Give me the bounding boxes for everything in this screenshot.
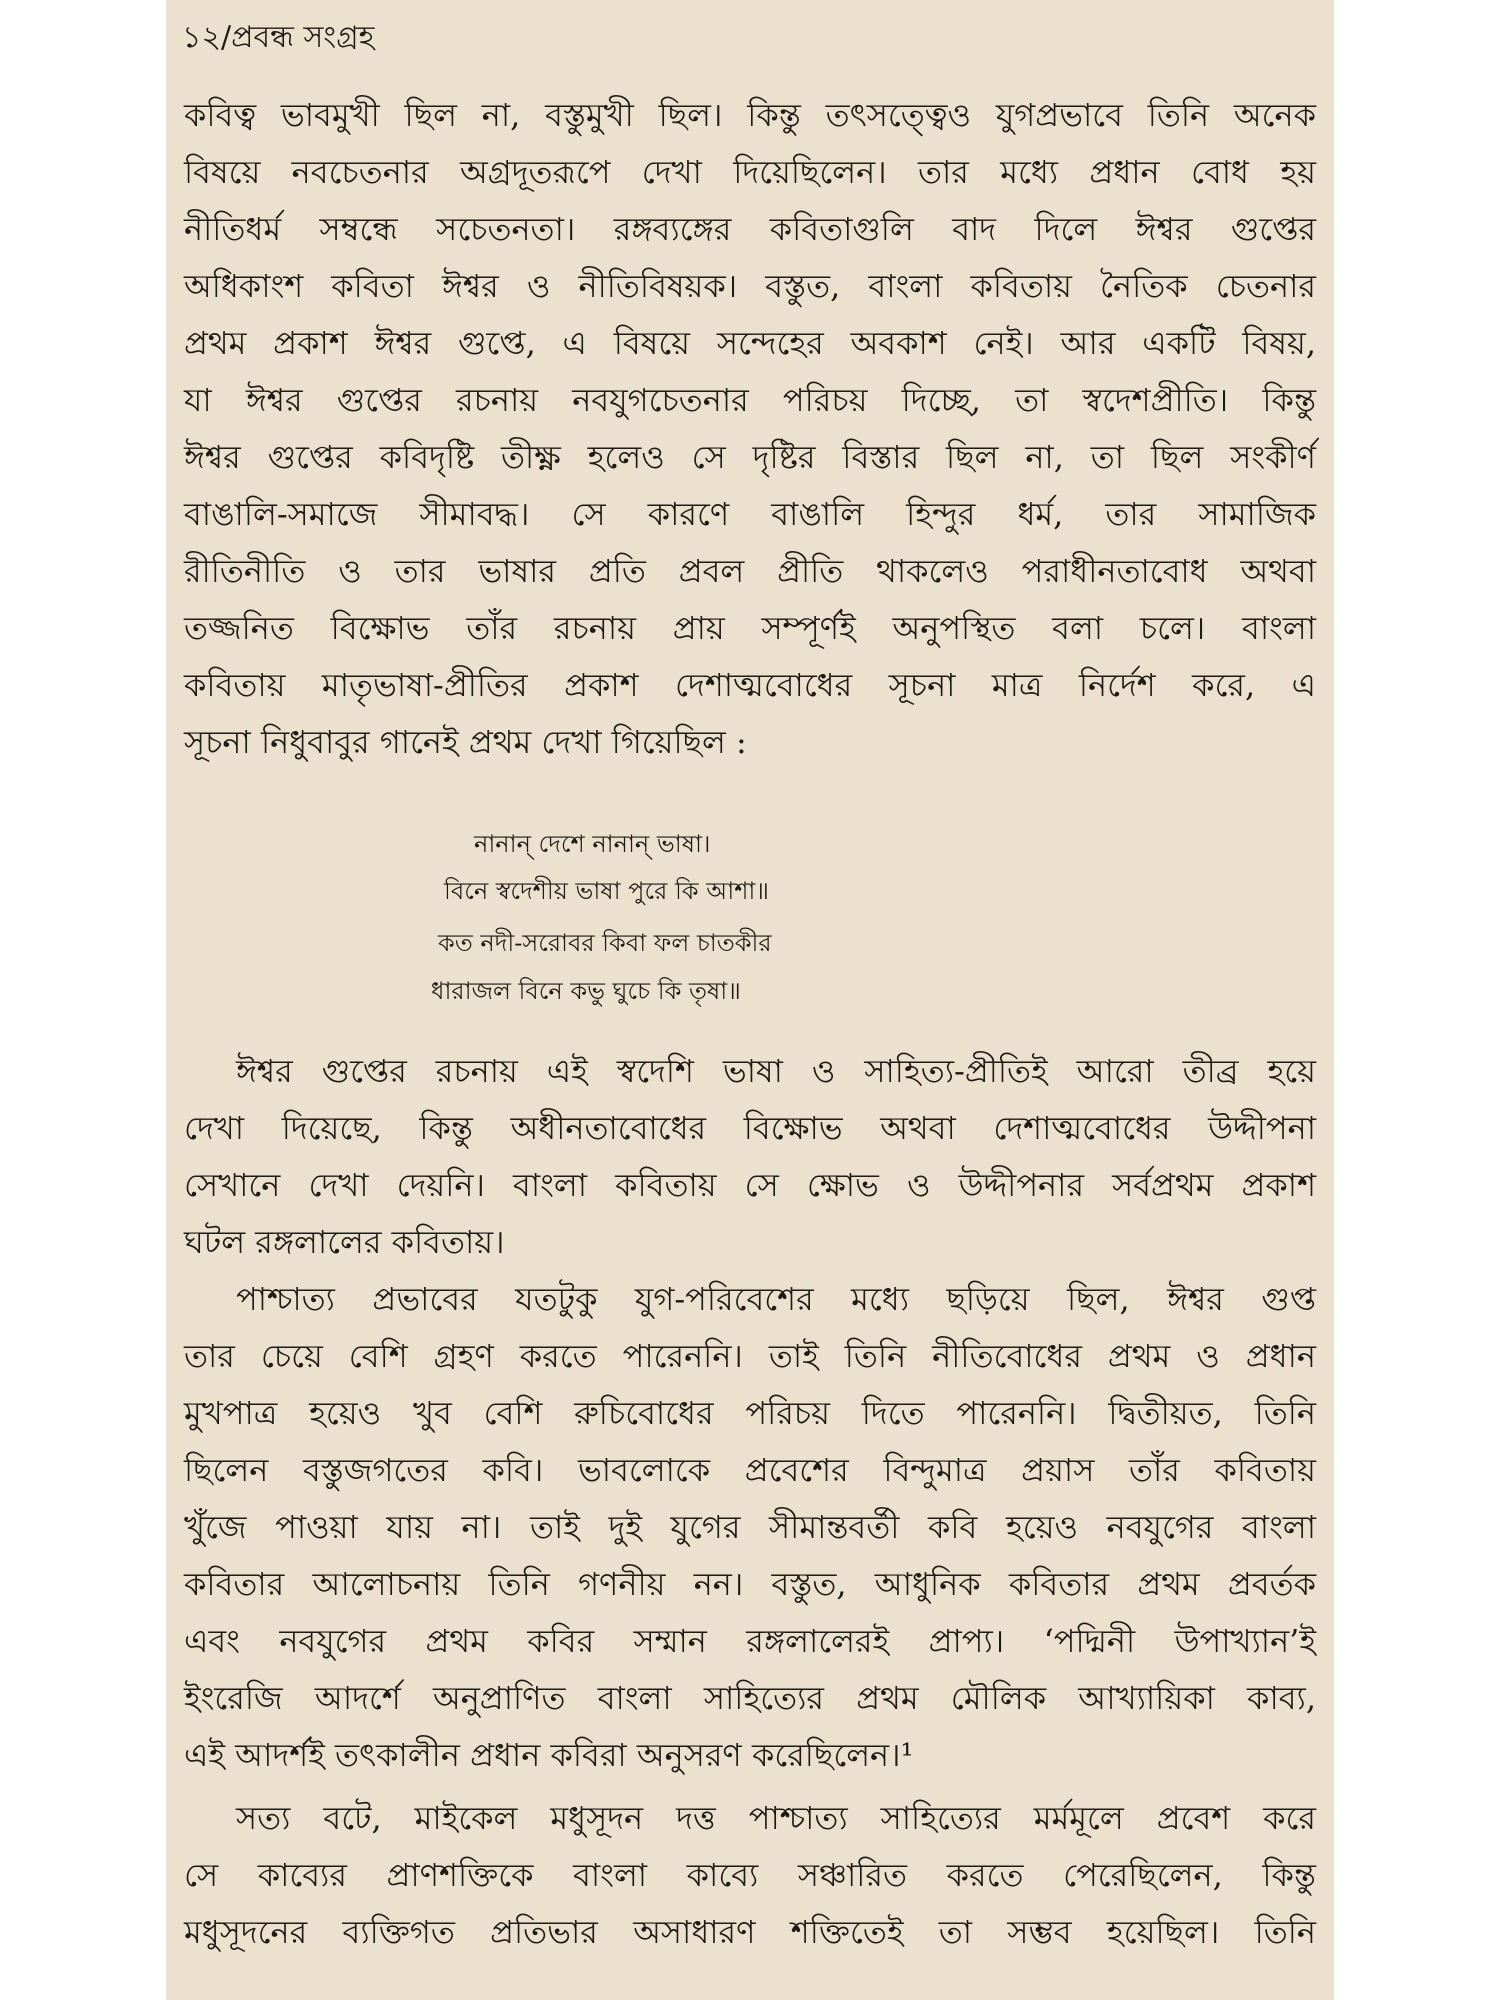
body-line: ছিলেন বস্তুজগতের কবি। ভাবলোকে প্রবেশের বিন্দুমাত্র প্রয়াস তাঁর কবিতায় — [184, 1451, 1316, 1489]
body-line: ইংরেজি আদর্শে অনুপ্রাণিত বাংলা সাহিত্যের প্রথম মৌলিক আখ্যায়িকা কাব্য, — [184, 1679, 1316, 1717]
body-line: দেখা দিয়েছে, কিন্তু অধীনতাবোধের বিক্ষোভ অথবা দেশাত্মবোধের উদ্দীপনা — [184, 1109, 1316, 1147]
body-line: বিষয়ে নবচেতনার অগ্রদূতরূপে দেখা দিয়েছিলেন। তার মধ্যে প্রধান বোধ হয় — [184, 153, 1316, 191]
body-line: ঈশ্বর গুপ্তের রচনায় এই স্বদেশি ভাষা ও সাহিত্য-প্রীতিই আরো তীব্র হয়ে — [236, 1052, 1316, 1090]
body-line: মধুসূদনের ব্যক্তিগত প্রতিভার অসাধারণ শক্তিতেই তা সম্ভব হয়েছিল। তিনি — [184, 1913, 1316, 1951]
verse-line: বিনে স্বদেশীয় ভাষা পুরে কি আশা॥ — [444, 877, 769, 905]
body-line: সূচনা নিধুবাবুর গানেই প্রথম দেখা গিয়েছিল : — [184, 723, 747, 761]
verse-line: নানান্ দেশে নানান্ ভাষা। — [474, 830, 711, 858]
body-line: খুঁজে পাওয়া যায় না। তাই দুই যুগের সীমান্তবর্তী কবি হয়েও নবযুগের বাংলা — [184, 1508, 1316, 1546]
body-line: তজ্জনিত বিক্ষোভ তাঁর রচনায় প্রায় সম্পূর্ণই অনুপস্থিত বলা চলে। বাংলা — [184, 609, 1316, 647]
verse-line: কত নদী-সরোবর কিবা ফল চাতকীর — [438, 929, 772, 957]
body-line: মুখপাত্র হয়েও খুব বেশি রুচিবোধের পরিচয় দিতে পারেননি। দ্বিতীয়ত, তিনি — [184, 1394, 1316, 1432]
body-line: অধিকাংশ কবিতা ঈশ্বর ও নীতিবিষয়ক। বস্তুত, বাংলা কবিতায় নৈতিক চেতনার — [184, 267, 1316, 305]
body-line: সে কাব্যের প্রাণশক্তিকে বাংলা কাব্যে সঞ্চারিত করতে পেরেছিলেন, কিন্তু — [184, 1856, 1316, 1894]
body-line: সত্য বটে, মাইকেল মধুসূদন দত্ত পাশ্চাত্য সাহিত্যের মর্মমূলে প্রবেশ করে — [236, 1799, 1316, 1837]
body-line: কবিতার আলোচনায় তিনি গণনীয় নন। বস্তুত, আধুনিক কবিতার প্রথম প্রবর্তক — [184, 1565, 1316, 1603]
body-line: পাশ্চাত্য প্রভাবের যতটুকু যুগ-পরিবেশের মধ্যে ছড়িয়ে ছিল, ঈশ্বর গুপ্ত — [236, 1280, 1316, 1318]
body-line: বাঙালি-সমাজে সীমাবদ্ধ। সে কারণে বাঙালি হিন্দুর ধর্ম, তার সামাজিক — [184, 495, 1316, 533]
body-line: কবিত্ব ভাবমুখী ছিল না, বস্তুমুখী ছিল। কিন্তু তৎসত্ত্বেও যুগপ্রভাবে তিনি অনেক — [184, 96, 1316, 134]
body-line: প্রথম প্রকাশ ঈশ্বর গুপ্তে, এ বিষয়ে সন্দেহের অবকাশ নেই। আর একটি বিষয়, — [184, 324, 1316, 362]
verse-line: ধারাজল বিনে কভু ঘুচে কি তৃষা॥ — [431, 977, 741, 1005]
body-line: তার চেয়ে বেশি গ্রহণ করতে পারেননি। তাই তিনি নীতিবোধের প্রথম ও প্রধান — [184, 1337, 1316, 1375]
body-line: ঘটল রঙ্গলালের কবিতায়। — [184, 1223, 505, 1261]
book-page — [166, 0, 1334, 2000]
body-line: এই আদর্শই তৎকালীন প্রধান কবিরা অনুসরণ করেছিলেন।¹ — [184, 1736, 914, 1774]
running-header: ১২/প্রবন্ধ সংগ্রহ — [182, 20, 375, 55]
body-line: নীতিধর্ম সম্বন্ধে সচেতনতা। রঙ্গব্যঙ্গের কবিতাগুলি বাদ দিলে ঈশ্বর গুপ্তের — [184, 210, 1316, 248]
body-line: ঈশ্বর গুপ্তের কবিদৃষ্টি তীক্ষ্ণ হলেও সে দৃষ্টির বিস্তার ছিল না, তা ছিল সংকীর্ণ — [184, 438, 1316, 476]
body-line: এবং নবযুগের প্রথম কবির সম্মান রঙ্গলালেরই প্রাপ্য। ‘পদ্মিনী উপাখ্যান’ই — [184, 1622, 1316, 1660]
body-line: যা ঈশ্বর গুপ্তের রচনায় নবযুগচেতনার পরিচয় দিচ্ছে, তা স্বদেশপ্রীতি। কিন্তু — [184, 381, 1316, 419]
body-line: রীতিনীতি ও তার ভাষার প্রতি প্রবল প্রীতি থাকলেও পরাধীনতাবোধ অথবা — [184, 552, 1316, 590]
body-line: কবিতায় মাতৃভাষা-প্রীতির প্রকাশ দেশাত্মবোধের সূচনা মাত্র নির্দেশ করে, এ — [184, 666, 1316, 704]
body-line: সেখানে দেখা দেয়নি। বাংলা কবিতায় সে ক্ষোভ ও উদ্দীপনার সর্বপ্রথম প্রকাশ — [184, 1166, 1316, 1204]
